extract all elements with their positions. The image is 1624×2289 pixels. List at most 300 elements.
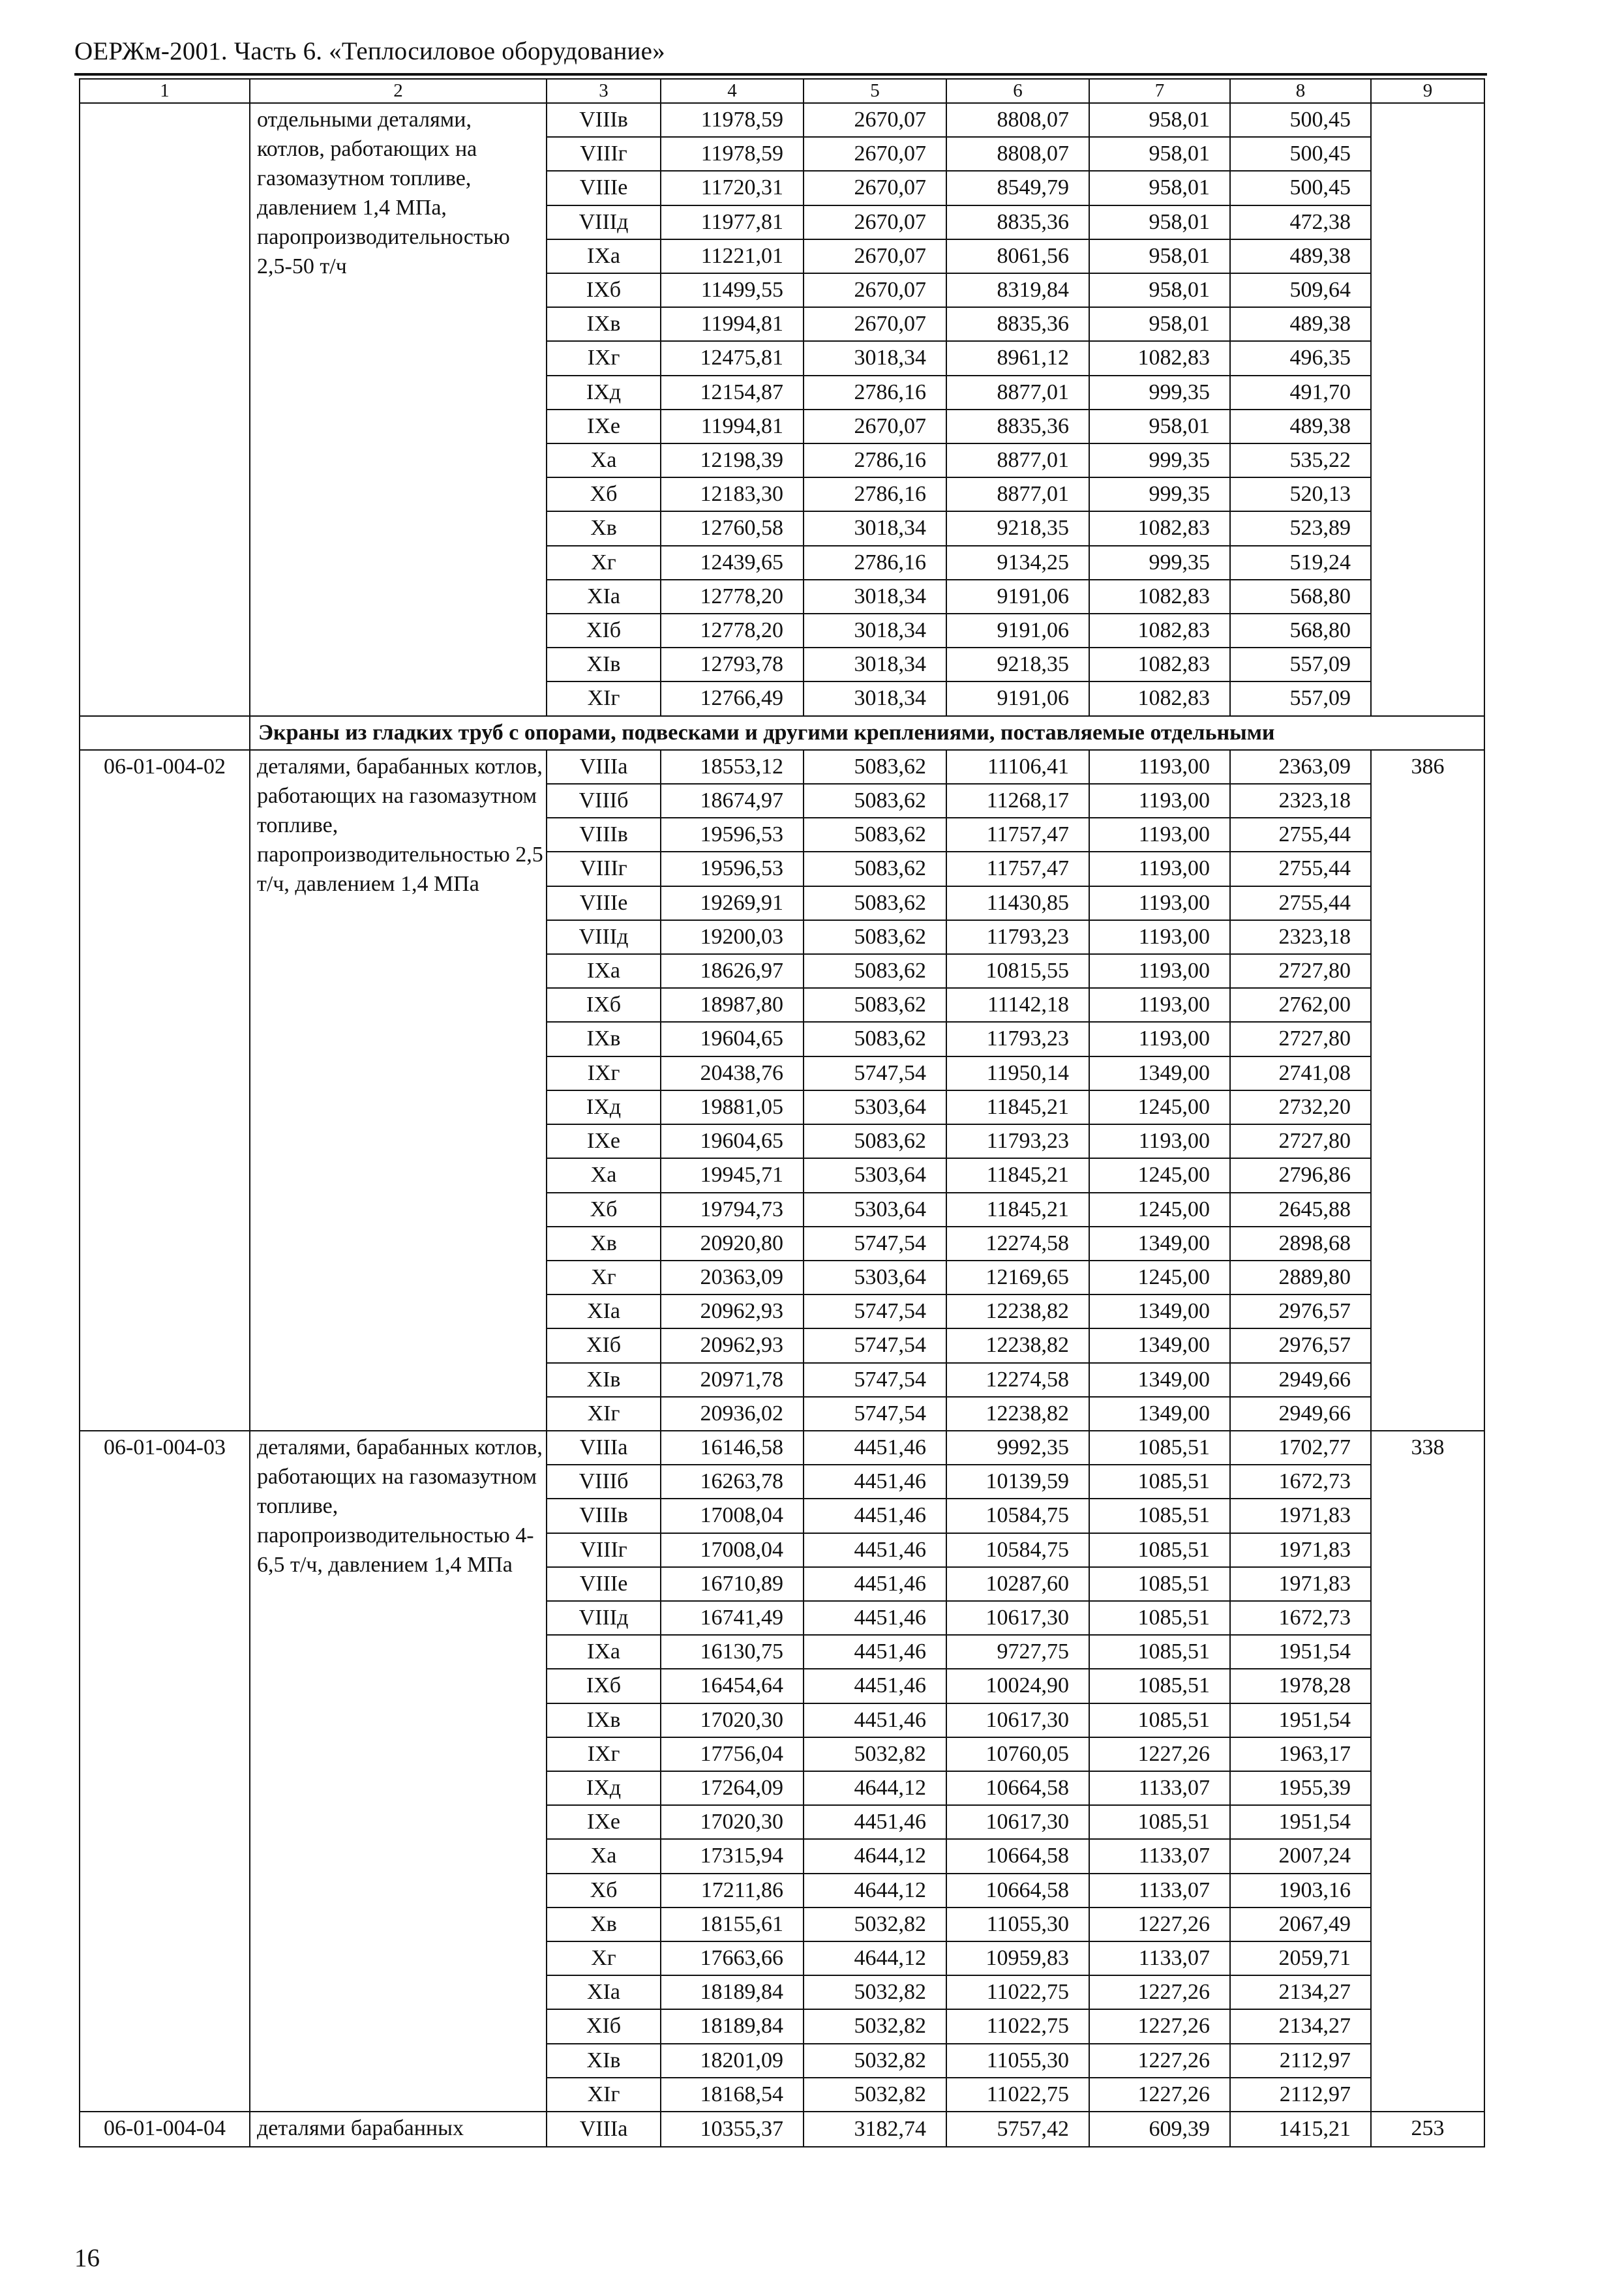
column-number: 9 [1371,79,1484,103]
labor-value: 386 [1371,750,1484,1431]
cost-value: 4644,12 [804,1771,946,1805]
cost-value: 2727,80 [1230,954,1371,988]
cost-value: 5083,62 [804,818,946,852]
cost-value: 12793,78 [661,648,804,681]
region-group: IXд [547,376,661,410]
cost-value: 2755,44 [1230,818,1371,852]
cost-value: 12439,65 [661,546,804,580]
cost-value: 11055,30 [946,1908,1089,1941]
document-header: ОЕРЖм-2001. Часть 6. «Теплосиловое оборудование» [74,37,665,65]
cost-value: 1951,54 [1230,1805,1371,1839]
cost-value: 5032,82 [804,2009,946,2043]
cost-value: 1085,51 [1089,1465,1230,1499]
cost-value: 11845,21 [946,1193,1089,1227]
cost-value: 10139,59 [946,1465,1089,1499]
cost-value: 2727,80 [1230,1022,1371,1056]
cost-value: 2786,16 [804,477,946,511]
cost-value: 8808,07 [946,137,1089,171]
region-group: XIб [547,2009,661,2043]
cost-value: 12238,82 [946,1397,1089,1431]
cost-value: 2134,27 [1230,2009,1371,2043]
cost-value: 5083,62 [804,852,946,886]
cost-value: 12778,20 [661,580,804,614]
section-title-row [80,716,1484,750]
cost-value: 10024,90 [946,1669,1089,1703]
region-group: Xг [547,1261,661,1294]
cost-value: 2976,57 [1230,1294,1371,1328]
cost-value: 4644,12 [804,1941,946,1975]
cost-value: 18553,12 [661,750,804,784]
cost-value: 1227,26 [1089,2078,1230,2112]
table-row [80,103,1484,137]
cost-value: 1349,00 [1089,1294,1230,1328]
cost-value: 1903,16 [1230,1874,1371,1908]
cost-value: 16454,64 [661,1669,804,1703]
cost-value: 500,45 [1230,137,1371,171]
cost-value: 5303,64 [804,1261,946,1294]
cost-value: 11720,31 [661,171,804,205]
region-group: VIIIв [547,818,661,852]
page-number: 16 [74,2244,100,2272]
cost-value: 5083,62 [804,1124,946,1158]
cost-value: 5083,62 [804,1022,946,1056]
cost-value: 520,13 [1230,477,1371,511]
cost-value: 958,01 [1089,137,1230,171]
region-group: Xб [547,1193,661,1227]
cost-value: 5083,62 [804,920,946,954]
cost-value: 17020,30 [661,1805,804,1839]
region-group: IXд [547,1771,661,1805]
cost-value: 11757,47 [946,852,1089,886]
cost-value: 4451,46 [804,1703,946,1737]
cost-value: 1082,83 [1089,648,1230,681]
labor-value [1371,103,1484,716]
cost-value: 1085,51 [1089,1567,1230,1601]
cost-value: 11499,55 [661,273,804,307]
cost-value: 12183,30 [661,477,804,511]
region-group: VIIIа [547,2112,661,2147]
cost-value: 18189,84 [661,1975,804,2009]
region-group: Xа [547,1839,661,1873]
cost-value: 12198,39 [661,443,804,477]
cost-value: 4451,46 [804,1805,946,1839]
cost-value: 8808,07 [946,103,1089,137]
cost-value: 9134,25 [946,546,1089,580]
cost-value: 509,64 [1230,273,1371,307]
region-group: XIг [547,1397,661,1431]
cost-value: 999,35 [1089,546,1230,580]
cost-value: 1963,17 [1230,1737,1371,1771]
cost-value: 11845,21 [946,1158,1089,1192]
cost-value: 11978,59 [661,137,804,171]
cost-value: 1085,51 [1089,1635,1230,1669]
cost-value: 8835,36 [946,307,1089,341]
cost-value: 10760,05 [946,1737,1089,1771]
cost-value: 20936,02 [661,1397,804,1431]
cost-value: 1193,00 [1089,1124,1230,1158]
cost-value: 5303,64 [804,1090,946,1124]
cost-value: 1085,51 [1089,1669,1230,1703]
cost-value: 3018,34 [804,511,946,545]
cost-value: 8877,01 [946,376,1089,410]
cost-value: 5757,42 [946,2112,1089,2147]
cost-value: 9191,06 [946,614,1089,648]
cost-value: 18155,61 [661,1908,804,1941]
cost-value: 12766,49 [661,681,804,715]
cost-value: 523,89 [1230,511,1371,545]
cost-value: 8877,01 [946,477,1089,511]
region-group: XIа [547,580,661,614]
cost-value: 8835,36 [946,410,1089,443]
cost-value: 1193,00 [1089,750,1230,784]
region-group: IXа [547,239,661,273]
price-table-container [79,78,1484,2147]
cost-value: 11022,75 [946,2009,1089,2043]
table-row [80,1431,1484,1465]
cost-value: 2670,07 [804,239,946,273]
region-group: VIIIе [547,171,661,205]
cost-value: 11022,75 [946,2078,1089,2112]
cost-value: 1349,00 [1089,1056,1230,1090]
cost-value: 9191,06 [946,681,1089,715]
cost-value: 1349,00 [1089,1397,1230,1431]
region-group: XIб [547,614,661,648]
cost-value: 10617,30 [946,1601,1089,1635]
cost-value: 4644,12 [804,1839,946,1873]
cost-value: 2762,00 [1230,988,1371,1022]
cost-value: 5083,62 [804,750,946,784]
cost-value: 1955,39 [1230,1771,1371,1805]
cost-value: 1227,26 [1089,2009,1230,2043]
region-group: XIв [547,648,661,681]
cost-value: 2796,86 [1230,1158,1371,1192]
region-group: XIа [547,1975,661,2009]
column-number: 6 [946,79,1089,103]
cost-value: 1193,00 [1089,784,1230,818]
cost-value: 11793,23 [946,920,1089,954]
cost-value: 1133,07 [1089,1874,1230,1908]
cost-value: 1133,07 [1089,1771,1230,1805]
cost-value: 568,80 [1230,580,1371,614]
cost-value: 18674,97 [661,784,804,818]
cost-value: 3018,34 [804,681,946,715]
cost-value: 1971,83 [1230,1499,1371,1533]
cost-value: 1227,26 [1089,1908,1230,1941]
cost-value: 19269,91 [661,886,804,920]
cost-value: 19881,05 [661,1090,804,1124]
column-number: 1 [80,79,250,103]
cost-value: 18626,97 [661,954,804,988]
cost-value: 1349,00 [1089,1227,1230,1261]
cost-value: 16741,49 [661,1601,804,1635]
cost-value: 11845,21 [946,1090,1089,1124]
cost-value: 10664,58 [946,1874,1089,1908]
region-group: IXд [547,1090,661,1124]
cost-value: 1193,00 [1089,818,1230,852]
cost-value: 519,24 [1230,546,1371,580]
cost-value: 20363,09 [661,1261,804,1294]
cost-value: 9191,06 [946,580,1089,614]
cost-value: 2134,27 [1230,1975,1371,2009]
cost-value: 2670,07 [804,137,946,171]
cost-value: 2363,09 [1230,750,1371,784]
cost-value: 17211,86 [661,1874,804,1908]
cost-value: 4451,46 [804,1533,946,1567]
region-group: XIв [547,2044,661,2078]
cost-value: 2976,57 [1230,1328,1371,1362]
cost-value: 12274,58 [946,1227,1089,1261]
cost-value: 12238,82 [946,1328,1089,1362]
cost-value: 18168,54 [661,2078,804,2112]
cost-value: 11106,41 [946,750,1089,784]
cost-value: 958,01 [1089,307,1230,341]
cost-value: 11268,17 [946,784,1089,818]
cost-value: 4451,46 [804,1567,946,1601]
cost-value: 1082,83 [1089,580,1230,614]
cost-value: 5032,82 [804,1975,946,2009]
region-group: Xа [547,1158,661,1192]
region-group: VIIIа [547,750,661,784]
region-group: Xв [547,511,661,545]
cost-value: 2323,18 [1230,920,1371,954]
cost-value: 557,09 [1230,681,1371,715]
cost-value: 12238,82 [946,1294,1089,1328]
cost-value: 489,38 [1230,410,1371,443]
cost-value: 10617,30 [946,1703,1089,1737]
cost-value: 999,35 [1089,443,1230,477]
cost-value: 2067,49 [1230,1908,1371,1941]
cost-value: 11793,23 [946,1124,1089,1158]
region-group: Xб [547,477,661,511]
cost-value: 2727,80 [1230,1124,1371,1158]
region-group: XIа [547,1294,661,1328]
cost-value: 8877,01 [946,443,1089,477]
region-group: IXг [547,341,661,375]
cost-value: 958,01 [1089,103,1230,137]
cost-value: 557,09 [1230,648,1371,681]
cost-value: 2949,66 [1230,1397,1371,1431]
cost-value: 5747,54 [804,1363,946,1397]
cost-value: 5032,82 [804,1737,946,1771]
cost-value: 10584,75 [946,1533,1089,1567]
cost-value: 2786,16 [804,546,946,580]
cost-value: 11221,01 [661,239,804,273]
cost-value: 496,35 [1230,341,1371,375]
cost-value: 1978,28 [1230,1669,1371,1703]
cost-value: 1085,51 [1089,1499,1230,1533]
cost-value: 19945,71 [661,1158,804,1192]
cost-value: 5032,82 [804,1908,946,1941]
cost-value: 958,01 [1089,273,1230,307]
rate-code: 06-01-004-03 [80,1431,250,2112]
cost-value: 1193,00 [1089,886,1230,920]
cost-value: 11430,85 [946,886,1089,920]
cost-value: 11977,81 [661,205,804,239]
cost-value: 10584,75 [946,1499,1089,1533]
column-number: 2 [250,79,547,103]
cost-value: 1193,00 [1089,988,1230,1022]
cost-value: 5083,62 [804,988,946,1022]
cost-value: 1951,54 [1230,1703,1371,1737]
cost-value: 1193,00 [1089,852,1230,886]
cost-value: 10617,30 [946,1805,1089,1839]
cost-value: 1085,51 [1089,1601,1230,1635]
region-group: IXг [547,1737,661,1771]
cost-value: 8319,84 [946,273,1089,307]
cost-value: 10664,58 [946,1839,1089,1873]
cost-value: 17756,04 [661,1737,804,1771]
cost-value: 11142,18 [946,988,1089,1022]
cost-value: 3182,74 [804,2112,946,2147]
cost-value: 8549,79 [946,171,1089,205]
cost-value: 1951,54 [1230,1635,1371,1669]
cost-value: 19794,73 [661,1193,804,1227]
labor-value: 253 [1371,2112,1484,2147]
cost-value: 5747,54 [804,1328,946,1362]
cost-value: 1085,51 [1089,1805,1230,1839]
cost-value: 999,35 [1089,376,1230,410]
region-group: VIIIб [547,784,661,818]
cost-value: 1227,26 [1089,2044,1230,2078]
region-group: IXв [547,307,661,341]
cost-value: 2112,97 [1230,2044,1371,2078]
rate-code: 06-01-004-02 [80,750,250,1431]
cost-value: 5032,82 [804,2044,946,2078]
labor-value: 338 [1371,1431,1484,2112]
rate-code [80,103,250,716]
region-group: VIIIв [547,1499,661,1533]
cost-value: 16263,78 [661,1465,804,1499]
cost-value: 11757,47 [946,818,1089,852]
cost-value: 18189,84 [661,2009,804,2043]
region-group: IXг [547,1056,661,1090]
cost-value: 10959,83 [946,1941,1089,1975]
cost-value: 1193,00 [1089,920,1230,954]
column-number-row [80,79,1484,103]
cost-value: 1133,07 [1089,1941,1230,1975]
cost-value: 4644,12 [804,1874,946,1908]
cost-value: 1702,77 [1230,1431,1371,1465]
region-group: VIIIг [547,852,661,886]
cost-value: 958,01 [1089,410,1230,443]
cost-value: 2670,07 [804,103,946,137]
cost-value: 17315,94 [661,1839,804,1873]
cost-value: 8961,12 [946,341,1089,375]
cost-value: 19604,65 [661,1124,804,1158]
cost-value: 2112,97 [1230,2078,1371,2112]
cost-value: 18201,09 [661,2044,804,2078]
cost-value: 2786,16 [804,443,946,477]
region-group: VIIIе [547,1567,661,1601]
region-group: Xб [547,1874,661,1908]
cost-value: 2670,07 [804,171,946,205]
cost-value: 20920,80 [661,1227,804,1261]
cost-value: 12475,81 [661,341,804,375]
cost-value: 16130,75 [661,1635,804,1669]
region-group: IXа [547,1635,661,1669]
cost-value: 12274,58 [946,1363,1089,1397]
cost-value: 10287,60 [946,1567,1089,1601]
cost-value: 5303,64 [804,1193,946,1227]
cost-value: 1245,00 [1089,1261,1230,1294]
cost-value: 2755,44 [1230,852,1371,886]
cost-value: 3018,34 [804,614,946,648]
cost-value: 500,45 [1230,171,1371,205]
cost-value: 5747,54 [804,1227,946,1261]
cost-value: 1085,51 [1089,1533,1230,1567]
cost-value: 11994,81 [661,410,804,443]
cost-value: 2670,07 [804,307,946,341]
cost-value: 4451,46 [804,1465,946,1499]
cost-value: 12778,20 [661,614,804,648]
cost-value: 12169,65 [946,1261,1089,1294]
cost-value: 1227,26 [1089,1737,1230,1771]
cost-value: 958,01 [1089,171,1230,205]
cost-value: 1082,83 [1089,511,1230,545]
region-group: Xа [547,443,661,477]
cost-value: 5083,62 [804,886,946,920]
column-number: 7 [1089,79,1230,103]
cost-value: 1415,21 [1230,2112,1371,2147]
region-group: IXа [547,954,661,988]
cost-value: 10815,55 [946,954,1089,988]
cost-value: 9992,35 [946,1431,1089,1465]
region-group: Xв [547,1908,661,1941]
cost-value: 491,70 [1230,376,1371,410]
region-group: IXе [547,410,661,443]
cost-value: 2059,71 [1230,1941,1371,1975]
region-group: IXб [547,273,661,307]
region-group: VIIIг [547,137,661,171]
cost-value: 2645,88 [1230,1193,1371,1227]
cost-value: 1085,51 [1089,1431,1230,1465]
cost-value: 11055,30 [946,2044,1089,2078]
cost-value: 17020,30 [661,1703,804,1737]
cost-value: 535,22 [1230,443,1371,477]
cost-value: 20962,93 [661,1328,804,1362]
section-code-cell [80,716,250,750]
header-rule [74,73,1487,76]
cost-value: 20971,78 [661,1363,804,1397]
cost-value: 16146,58 [661,1431,804,1465]
cost-value: 568,80 [1230,614,1371,648]
cost-value: 4451,46 [804,1669,946,1703]
cost-value: 16710,89 [661,1567,804,1601]
cost-value: 958,01 [1089,205,1230,239]
region-group: XIв [547,1363,661,1397]
cost-value: 2670,07 [804,205,946,239]
region-group: VIIIг [547,1533,661,1567]
region-group: IXб [547,988,661,1022]
cost-value: 9727,75 [946,1635,1089,1669]
column-number: 3 [547,79,661,103]
cost-value: 999,35 [1089,477,1230,511]
work-description: деталями, барабанных котлов, работающих на газомазутном топливе, паропроизводительностью 4-6,5 т/ч, давлением 1,4 МПа [250,1431,547,2112]
region-group: Xв [547,1227,661,1261]
table-row [80,2112,1484,2147]
cost-value: 1349,00 [1089,1328,1230,1362]
cost-value: 5083,62 [804,784,946,818]
cost-value: 1245,00 [1089,1158,1230,1192]
cost-value: 8061,56 [946,239,1089,273]
cost-value: 1193,00 [1089,954,1230,988]
region-group: Xг [547,546,661,580]
cost-value: 12760,58 [661,511,804,545]
cost-value: 1245,00 [1089,1193,1230,1227]
cost-value: 1193,00 [1089,1022,1230,1056]
column-number: 5 [804,79,946,103]
cost-value: 2755,44 [1230,886,1371,920]
